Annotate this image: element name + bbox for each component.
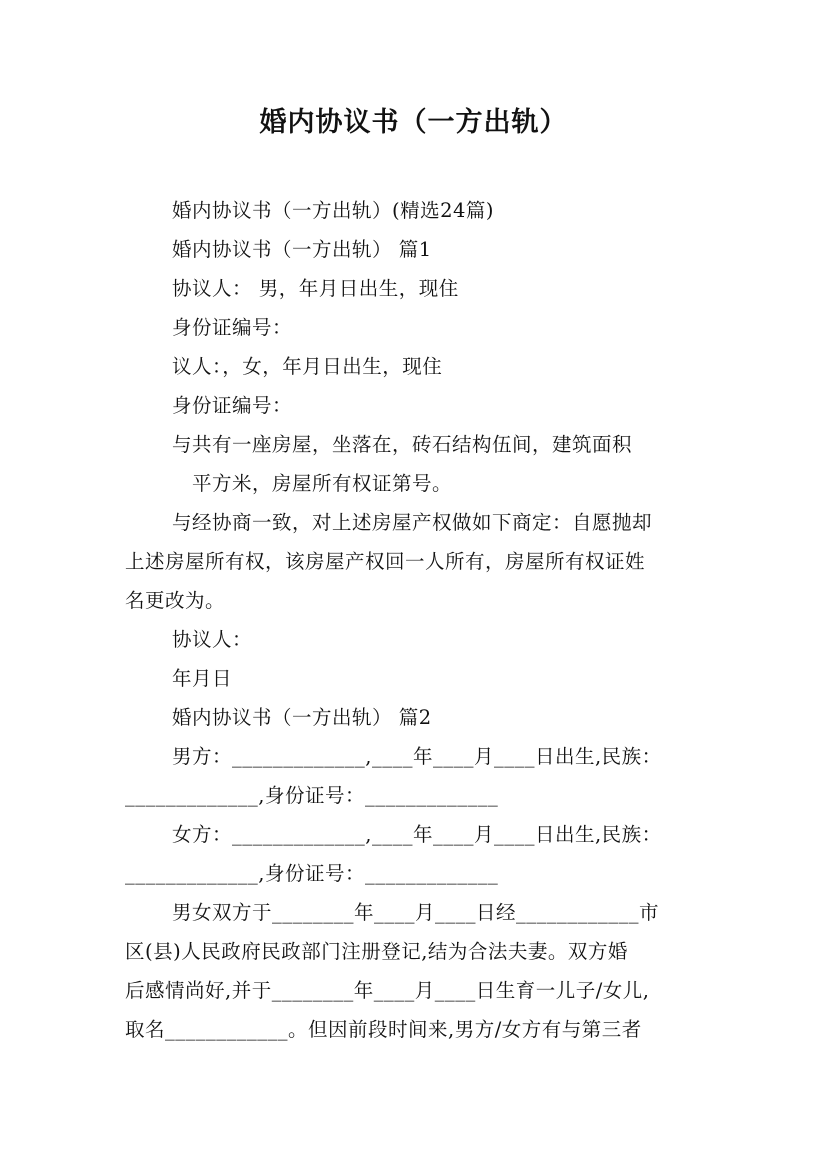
text-line: 后感情尚好,并于________年____月____日生育一儿子/女儿,	[125, 979, 650, 1002]
text-line: 平方米，房屋所有权证第号。	[192, 472, 453, 495]
text-line: _____________,身份证号：_____________	[125, 784, 499, 807]
text-line: 协议人：	[172, 628, 253, 651]
text-line: 身份证编号：	[172, 316, 293, 339]
text-line: 与经协商一致，对上述房屋产权做如下商定：自愿抛却	[172, 511, 653, 534]
text-line: 与共有一座房屋，坐落在，砖石结构伍间，建筑面积	[172, 433, 633, 456]
text-line: 年月日	[172, 667, 233, 690]
text-line: 取名____________。但因前段时间来,男方/女方有与第三者	[125, 1018, 642, 1041]
text-line: 上述房屋所有权，该房屋产权回一人所有，房屋所有权证姓	[125, 550, 646, 573]
section-heading-1: 婚内协议书（一方出轨） 篇1	[172, 238, 432, 261]
text-line: 协议人： 男，年月日出生，现住	[172, 277, 459, 300]
text-line: 男女双方于________年____月____日经____________市	[172, 901, 660, 924]
subtitle-line: 婚内协议书（一方出轨）(精选24篇)	[172, 199, 495, 222]
text-line: 身份证编号：	[172, 394, 293, 417]
text-line: 女方：_____________,____年____月____日出生,民族：	[172, 823, 662, 846]
text-line: 议人：，女，年月日出生，现住	[172, 355, 443, 378]
text-line: 男方：_____________,____年____月____日出生,民族：	[172, 745, 662, 768]
text-line: 名更改为。	[125, 589, 226, 612]
document-title: 婚内协议书（一方出轨）	[259, 107, 568, 138]
section-heading-2: 婚内协议书（一方出轨） 篇2	[172, 706, 432, 729]
text-line: _____________,身份证号：_____________	[125, 862, 499, 885]
text-line: 区(县)人民政府民政部门注册登记,结为合法夫妻。双方婚	[125, 940, 628, 963]
